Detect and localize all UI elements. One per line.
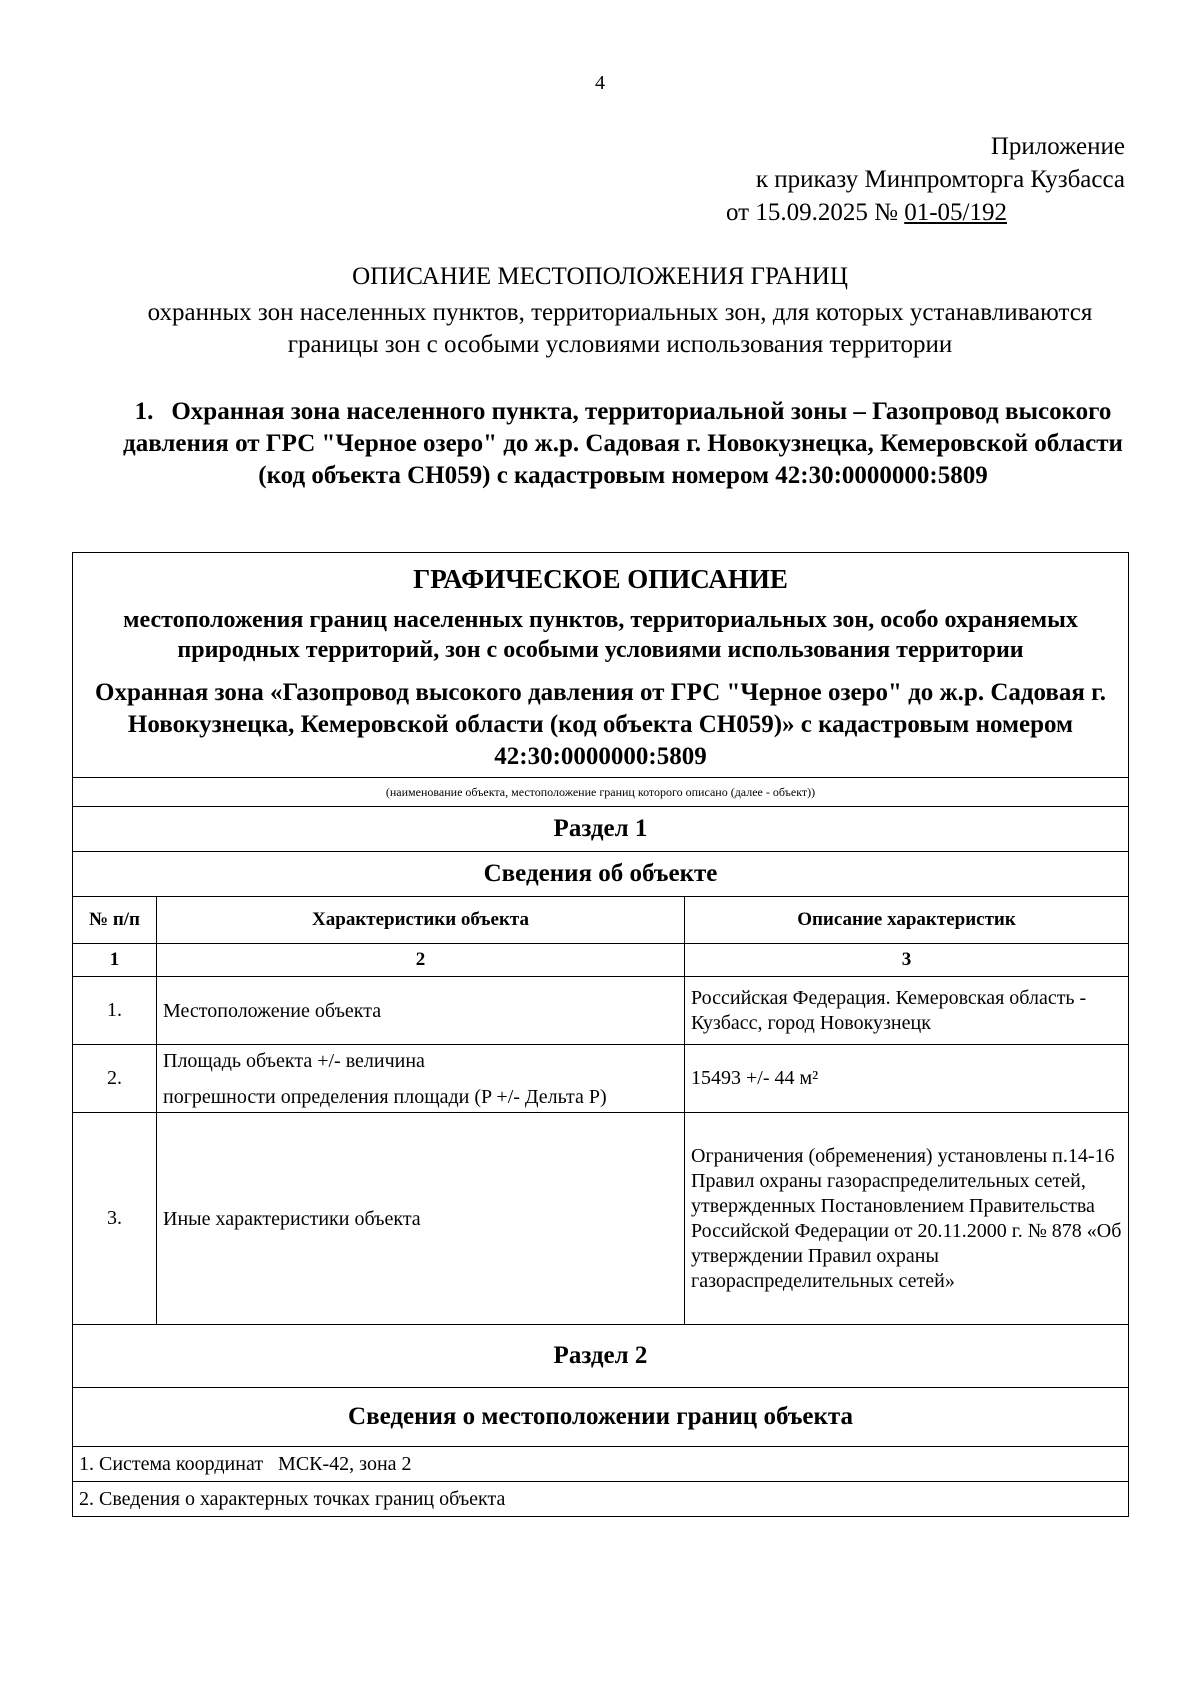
table-row [73,977,1129,1045]
row-characteristic: Иные характеристики объекта [157,1113,685,1325]
section-heading [118,396,1128,492]
row-characteristic-line2: погрешности определения площади (P +/- Дельта P) [163,1085,607,1108]
column-header-description: Описание характеристик [685,897,1129,944]
row-characteristic [157,1045,685,1113]
section-heading-text: Охранная зона населенного пункта, территориальной зоны – Газопровод высокого давления от ГРС "Черное озеро" до ж.р. Садовая г. Новокузнецка, Кемеровской области (код объекта СН059) с кадастровым номером 42:30:0000000:5809 [123,398,1123,489]
row-description: Российская Федерация. Кемеровская область - Кузбасс, город Новокузнецк [685,977,1129,1045]
graphic-description-header [73,553,1129,778]
row-description: 15493 +/- 44 м² [685,1045,1129,1113]
graphic-subtitle: местоположения границ населенных пунктов, территориальных зон, особо охраняемых природных территорий, зон с особыми условиями использования территории [123,607,1078,663]
graphic-description-table [72,552,1129,1517]
appendix-header [726,130,1125,229]
row-characteristic: Местоположение объекта [157,977,685,1045]
object-name: Охранная зона «Газопровод высокого давления от ГРС "Черное озеро" до ж.р. Садовая г. Новокузнецка, Кемеровской области (код объекта СН059)» с кадастровым номером 42:30:0000000:5809 [95,679,1106,770]
column-header-number: № п/п [73,897,157,944]
page-number: 4 [595,72,605,94]
row-description: Ограничения (обременения) установлены п.14-16 Правил охраны газораспределительных сетей, утвержденных Постановлением Правительства Российской Федерации от 20.11.2000 г. № 878 «Об утверждении Правил охраны газораспределительных сетей» [685,1113,1129,1325]
appendix-line1: Приложение [990,133,1125,160]
appendix-line3 [726,196,1125,229]
section-number: 1. [134,398,154,425]
part2-subtitle: Сведения о местоположении границ объекта [73,1388,1129,1447]
column-number-2: 2 [157,944,685,977]
column-number-1: 1 [73,944,157,977]
part2-title: Раздел 2 [73,1325,1129,1388]
part1-title: Раздел 1 [73,807,1129,852]
row-characteristic-line1: Площадь объекта +/- величина [163,1049,425,1072]
appendix-line2: к приказу Минпромторга Кузбасса [755,166,1125,193]
object-caption: (наименование объекта, местоположение границ которого описано (далее - объект)) [73,778,1129,807]
appendix-order-number: 01-05/192 [904,199,1007,226]
row-number: 3. [73,1113,157,1325]
coordinate-system-line: 1. Система координат МСК-42, зона 2 [73,1447,1129,1482]
document-title: ОПИСАНИЕ МЕСТОПОЛОЖЕНИЯ ГРАНИЦ [352,263,848,290]
part1-subtitle: Сведения об объекте [73,852,1129,897]
column-number-3: 3 [685,944,1129,977]
row-number: 2. [73,1045,157,1113]
column-header-characteristics: Характеристики объекта [157,897,685,944]
table-row [73,1045,1129,1113]
graphic-title: ГРАФИЧЕСКОЕ ОПИСАНИЕ [413,564,788,594]
document-subtitle: охранных зон населенных пунктов, территориальных зон, для которых устанавливаются границы зон с особыми условиями использования территории [147,299,1093,358]
table-row [73,1113,1129,1325]
boundary-points-line: 2. Сведения о характерных точках границ объекта [73,1482,1129,1517]
row-number: 1. [73,977,157,1045]
appendix-order-prefix: от 15.09.2025 № [726,199,898,226]
